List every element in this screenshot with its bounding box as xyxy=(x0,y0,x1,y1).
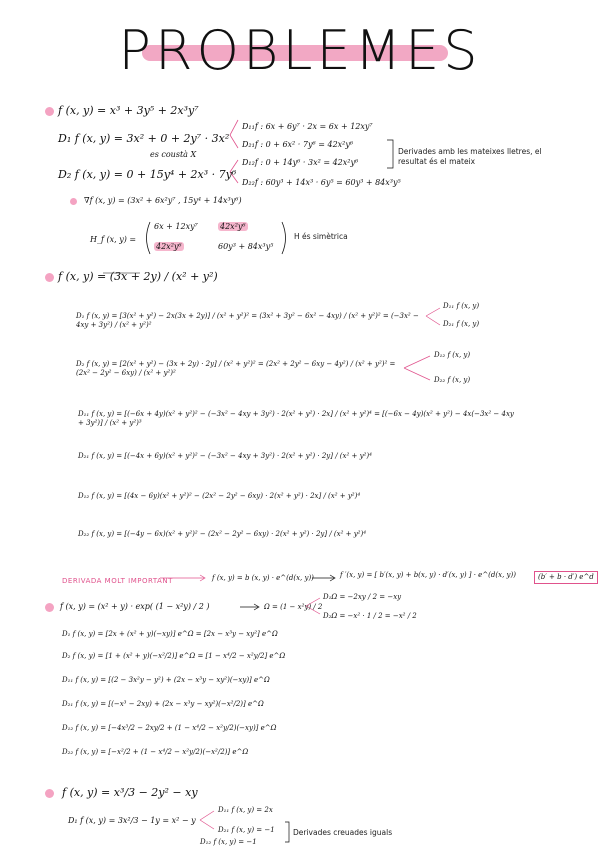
hessian-a: 6x + 12xy⁷ xyxy=(154,222,198,231)
s3-d2-omega: D₂Ω = −x² · 1 / 2 = −x² / 2 xyxy=(323,612,417,620)
s1-d11: D₁₁f : 6x + 6y⁷ · 2x = 6x + 12xy⁷ xyxy=(242,122,373,131)
s3-function: f (x, y) = (x² + y) · exp( (1 − x²y) / 2 ) xyxy=(60,602,210,611)
hessian-c: 42x²y⁶ xyxy=(156,242,182,251)
s4-d1: D₁ f (x, y) = 3x²/3 − 1y = x² − y xyxy=(68,816,196,825)
s2-d21: D₂₁ f (x, y) = [(−4x + 6y)(x² + y²)² − (−3x² − 4xy + 3y²) · 2(x² + y²) · 2y] / (x² + y²)⁴ xyxy=(78,452,372,460)
bullet-point xyxy=(45,273,54,282)
s2-d1: D₁ f (x, y) = [3(x² + y²) − 2x(3x + 2y)] / (x² + y²)² = (3x² + 3y² − 6x² − 4xy) / (x² + y²)² = (−3x² − 4xy + 3y²) / (x² + y²)² xyxy=(76,312,419,329)
bullet-point xyxy=(45,789,54,798)
bullet-point xyxy=(45,107,54,116)
s1-gradient: ∇f (x, y) = (3x² + 6x²y⁷ , 15y⁴ + 14x³y⁶) xyxy=(84,196,242,205)
s3-d1-omega: D₁Ω = −2xy / 2 = −xy xyxy=(323,593,402,601)
s3-omega: Ω = (1 − x²y) / 2 xyxy=(264,603,323,611)
s2-d12: D₁₂ f (x, y) = [(4x − 6y)(x² + y²)² − (2x² − 2y² − 6xy) · 2(x² + y²) · 2x] / (x² + y²)⁴ xyxy=(78,492,361,500)
bullet-point xyxy=(70,198,77,205)
s2-d1-branch-a: D₁₁ f (x, y) xyxy=(443,302,480,310)
hessian-d: 60y³ + 84x³y⁵ xyxy=(218,242,274,251)
s2-d2-branch-b: D₂₂ f (x, y) xyxy=(434,376,471,384)
s1-d1: D₁ f (x, y) = 3x² + 0 + 2y⁷ · 3x² xyxy=(58,132,230,145)
important-boxed-formula: (b′ + b · d′) e^d xyxy=(534,571,598,584)
s4-d21: D₂₁ f (x, y) = −1 xyxy=(218,826,275,834)
s4-note: Derivades creuades iguals xyxy=(293,828,393,837)
s2-d11: D₁₁ f (x, y) = [(−6x + 4y)(x² + y²)² − (−3x² − 4xy + 3y²) · 2(x² + y²) · 2x] / (x² + y²)⁴ = [(−6x − 4y)(x² + y²) − 4x(−3x² − 4xy + 3y²)] / (x² + y²)³ xyxy=(78,410,514,427)
s2-d2: D₂ f (x, y) = [2(x² + y²) − (3x + 2y) · 2y] / (x² + y²)² = (2x² + 2y² − 6xy − 4y²) / (x² + y²)² = (2x² − 2y² − 6xy) / (x² + y²)² xyxy=(76,360,396,377)
s2-function: f (x, y) = (3x + 2y) / (x² + y²) xyxy=(58,270,218,283)
s3-d22: D₂₂ f (x, y) = [−x²/2 + (1 − x⁴/2 − x²y/2)(−x²/2)] e^Ω xyxy=(62,748,249,756)
s1-note: Derivades amb les mateixes lletres, el resultat és el mateix xyxy=(398,147,542,166)
page-title: PROBLEMES xyxy=(118,19,482,82)
s3-d12: D₁₂ f (x, y) = [−4x³/2 − 2xy/2 + (1 − x⁴/2 − x²y/2)(−xy)] e^Ω xyxy=(62,724,277,732)
important-label: DERIVADA MOLT IMPORTANT xyxy=(62,577,173,585)
s1-const-note: es coustà X xyxy=(150,150,197,159)
hessian-b: 42x²y⁶ xyxy=(220,222,246,231)
s1-d21: D₂₁f : 0 + 6x² · 7y⁶ = 42x²y⁶ xyxy=(242,140,354,149)
s4-d11: D₁₁ f (x, y) = 2x xyxy=(218,806,273,814)
s4-function: f (x, y) = x³/3 − 2y² − xy xyxy=(62,786,198,799)
s3-d1: D₁ f (x, y) = [2x + (x² + y)(−xy)] e^Ω = [2x − x³y − xy²] e^Ω xyxy=(62,630,278,638)
s1-d12: D₁₂f : 0 + 14y⁶ · 3x² = 42x²y⁶ xyxy=(242,158,359,167)
s2-d2-branch-a: D₁₂ f (x, y) xyxy=(434,351,471,359)
s3-d2: D₂ f (x, y) = [1 + (x² + y)(−x²/2)] e^Ω = [1 − x⁴/2 − x²y/2] e^Ω xyxy=(62,652,286,660)
s3-d21: D₂₁ f (x, y) = [(−x³ − 2xy) + (2x − x³y − xy²)(−x²/2)] e^Ω xyxy=(62,700,264,708)
s2-d1-branch-b: D₂₁ f (x, y) xyxy=(443,320,480,328)
s1-hessian-label: H_f (x, y) = xyxy=(90,235,137,244)
s1-d22: D₂₂f : 60y³ + 14x³ · 6y⁵ = 60y³ + 84x³y⁵ xyxy=(242,178,401,187)
important-formula: f (x, y) = b (x, y) · e^(d(x, y)) xyxy=(212,574,314,582)
s1-d2: D₂ f (x, y) = 0 + 15y⁴ + 2x³ · 7y⁶ xyxy=(58,168,237,181)
s2-d22: D₂₂ f (x, y) = [(−4y − 6x)(x² + y²)² − (2x² − 2y² − 6xy) · 2(x² + y²) · 2y] / (x² + y²)⁴ xyxy=(78,530,367,538)
s4-d12: D₁₂ f (x, y) = −1 xyxy=(200,838,257,846)
title-block xyxy=(0,18,600,88)
important-derivative: f ′(x, y) = [ b′(x, y) + b(x, y) · d′(x, y) ] · e^(d(x, y)) xyxy=(340,571,516,579)
s1-hessian-note: H és simètrica xyxy=(294,232,348,241)
s1-function: f (x, y) = x³ + 3y⁵ + 2x³y⁷ xyxy=(58,104,199,117)
s3-d11: D₁₁ f (x, y) = [(2 − 3x²y − y²) + (2x − x³y − xy²)(−xy)] e^Ω xyxy=(62,676,270,684)
bullet-point xyxy=(45,603,54,612)
